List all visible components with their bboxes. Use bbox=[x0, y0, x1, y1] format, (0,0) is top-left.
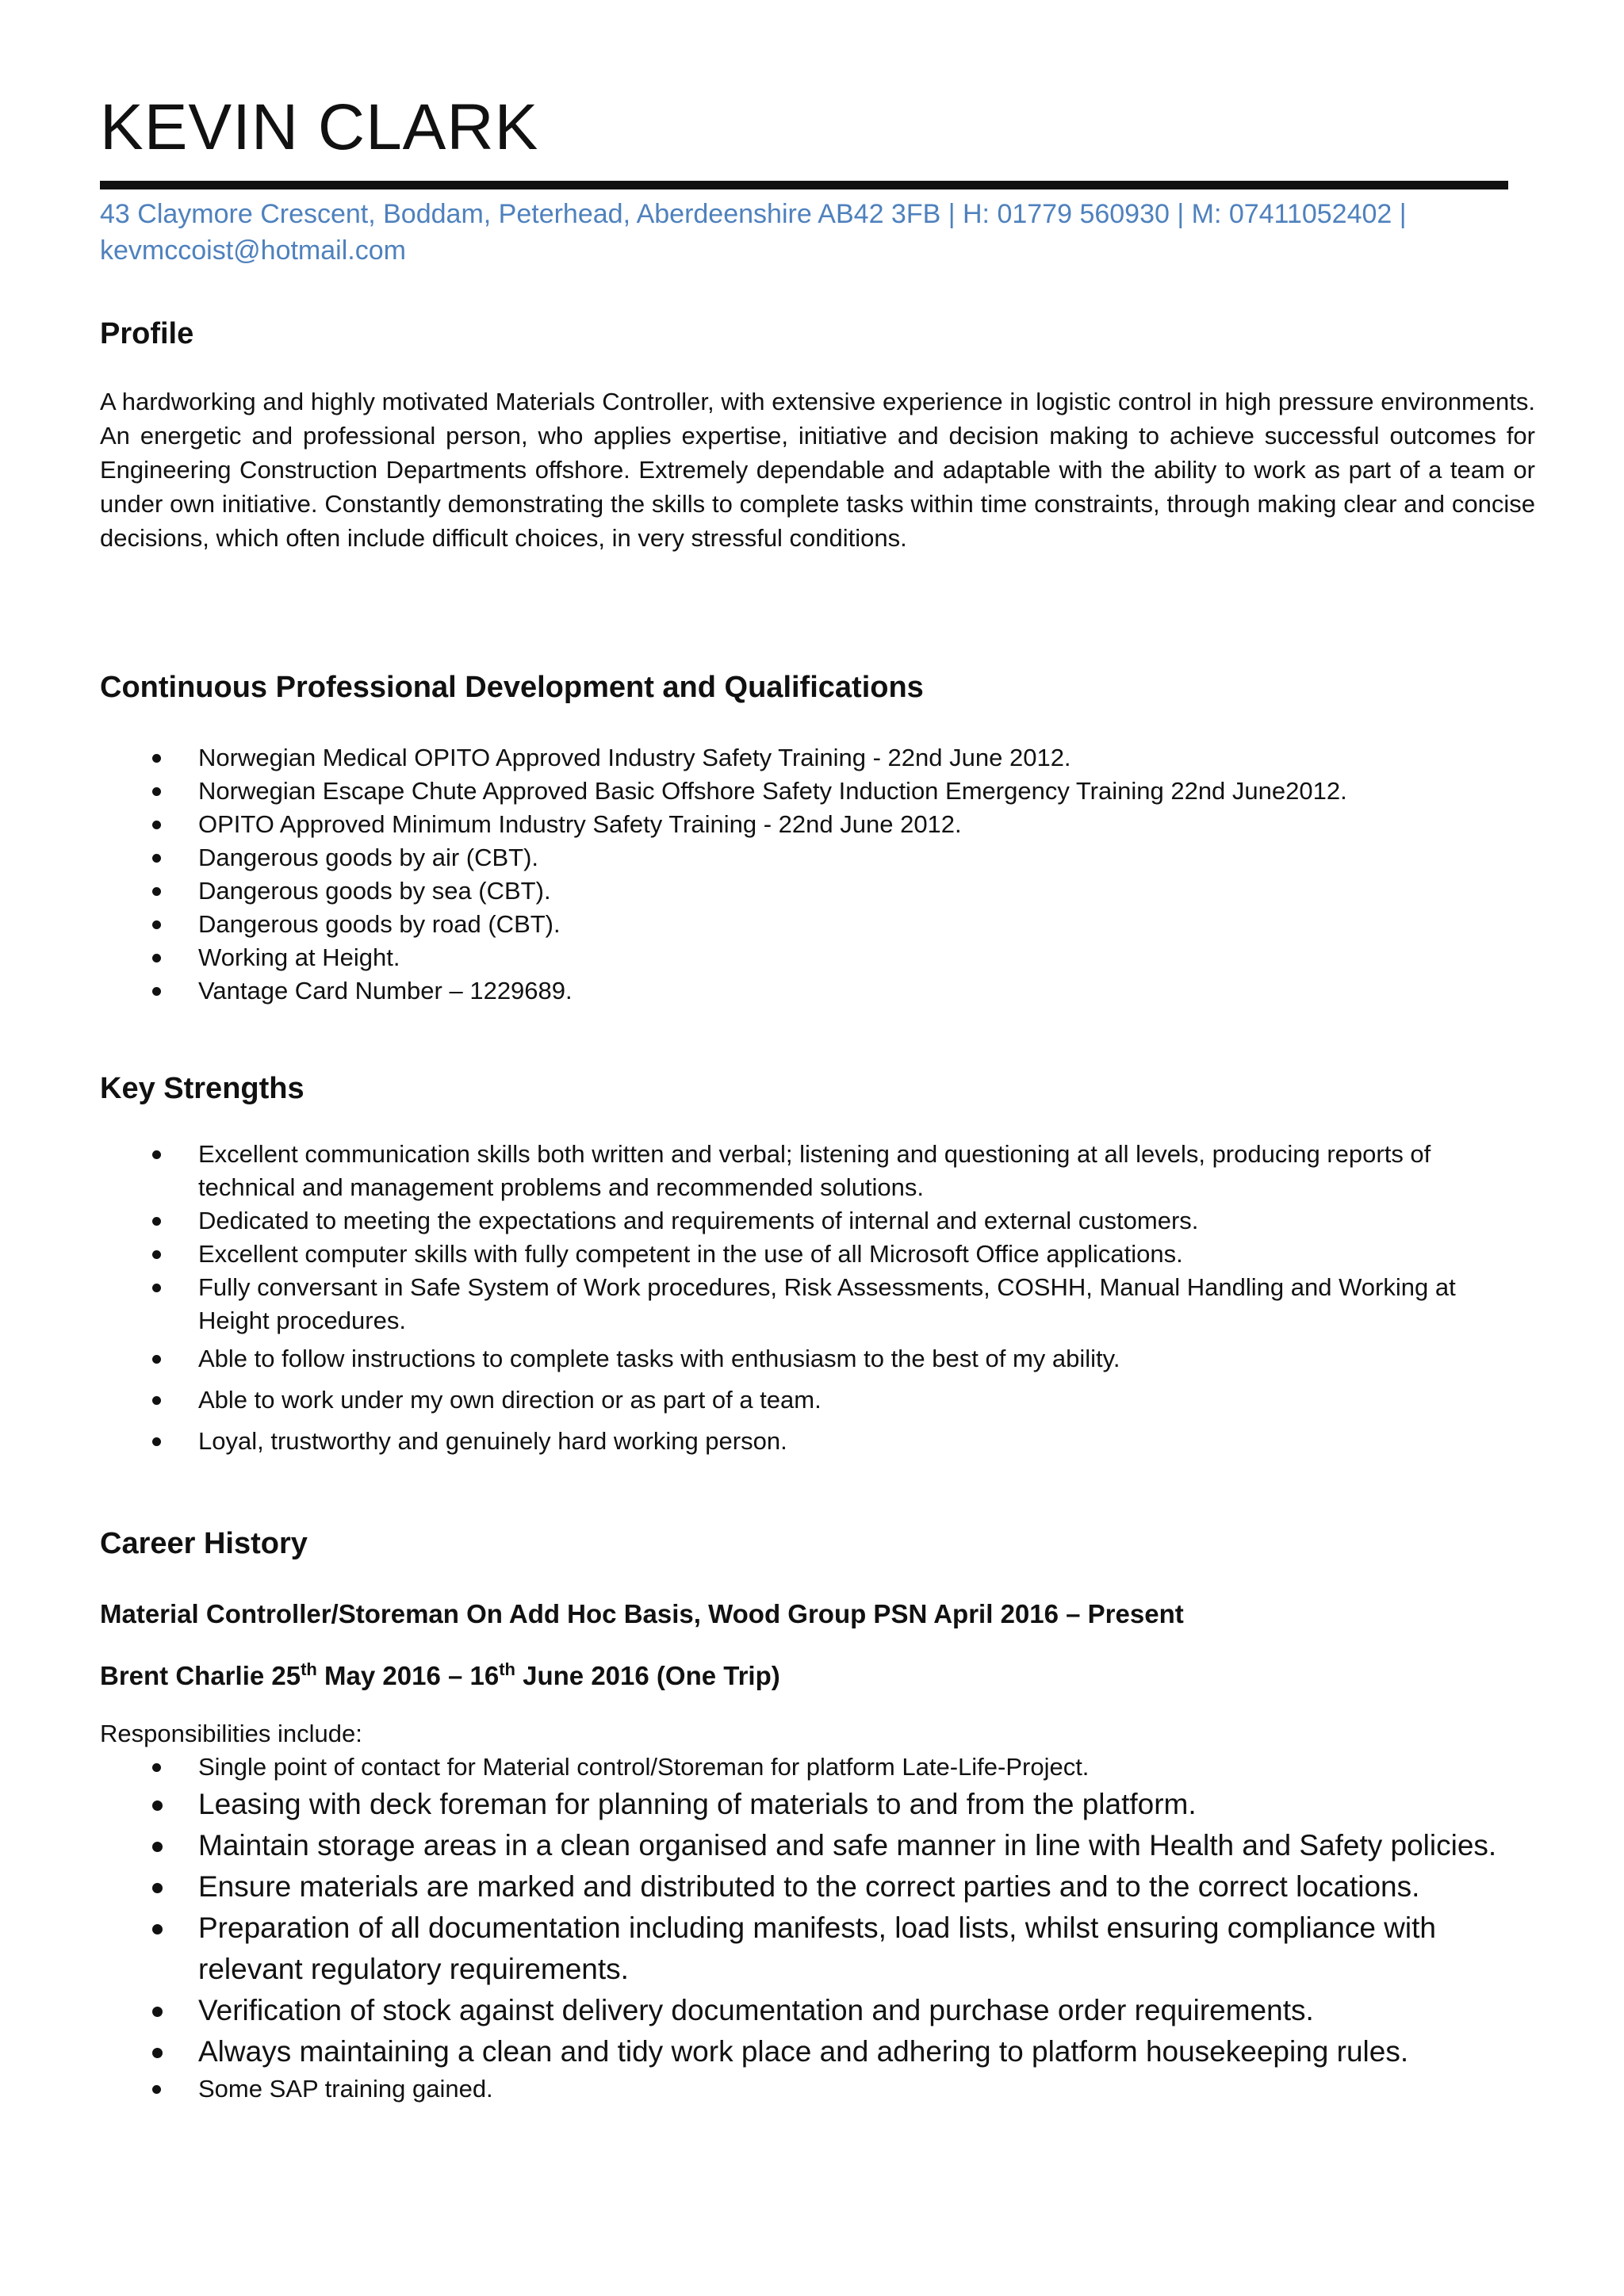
list-item: Able to follow instructions to complete tasks with enthusiasm to the best of my ability. bbox=[100, 1342, 1480, 1376]
list-item: Always maintaining a clean and tidy work place and adhering to platform housekeeping rules. bbox=[100, 2031, 1535, 2072]
list-item: Maintain storage areas in a clean organised and safe manner in line with Health and Safety policies. bbox=[100, 1825, 1535, 1866]
list-item: Dangerous goods by sea (CBT). bbox=[100, 874, 1535, 908]
bullet-icon bbox=[152, 1763, 161, 1772]
list-item: Ensure materials are marked and distributed to the correct parties and to the correct locations. bbox=[100, 1866, 1535, 1908]
cpd-section bbox=[100, 671, 1535, 1008]
cv-header bbox=[100, 91, 1508, 269]
bullet-icon bbox=[152, 1437, 161, 1446]
section-title: Profile bbox=[100, 317, 194, 350]
bullet-icon bbox=[152, 1150, 161, 1159]
bullet-icon bbox=[152, 854, 161, 863]
profile-section bbox=[100, 317, 1535, 555]
bullet-icon bbox=[152, 1883, 163, 1893]
bullet-icon bbox=[152, 1284, 161, 1292]
contact-line: 43 Claymore Crescent, Boddam, Peterhead, Aberdeenshire AB42 3FB | H: 01779 560930 | M: 07411052402 | bbox=[100, 199, 1407, 229]
list-item: Dangerous goods by air (CBT). bbox=[100, 841, 1535, 874]
list-item: Leasing with deck foreman for planning of materials to and from the platform. bbox=[100, 1784, 1535, 1825]
profile-text: A hardworking and highly motivated Materials Controller, with extensive experience in logistic control in high pressure environments. An energetic and professional person, who applies expertise, initiative and decision making to achieve successful outcomes for Engineering Construction Departments offshore. Extremely dependable and adaptable with the ability to work as part of a team or under own initiative. Constantly demonstrating the skills to complete tasks within time constraints, through making clear and concise decisions, which often include difficult choices, in very stressful conditions. bbox=[100, 388, 1535, 552]
list-item: Single point of contact for Material control/Storeman for platform Late-Life-Project. bbox=[100, 1751, 1535, 1784]
strengths-section bbox=[100, 1072, 1535, 1458]
list-item: Dedicated to meeting the expectations and requirements of internal and external customers. bbox=[100, 1204, 1480, 1238]
list-item: OPITO Approved Minimum Industry Safety Training - 22nd June 2012. bbox=[100, 808, 1535, 841]
list-item: Dangerous goods by road (CBT). bbox=[100, 908, 1535, 941]
list-item: Able to work under my own direction or as part of a team. bbox=[100, 1383, 1480, 1417]
bullet-icon bbox=[152, 2085, 161, 2094]
responsibilities-list-end bbox=[100, 2072, 1535, 2106]
section-title: Key Strengths bbox=[100, 1072, 304, 1105]
list-item: Excellent computer skills with fully competent in the use of all Microsoft Office applications. bbox=[100, 1238, 1480, 1271]
list-item: Fully conversant in Safe System of Work procedures, Risk Assessments, COSHH, Manual Handling and Working at Height procedures. bbox=[100, 1271, 1480, 1337]
bullet-icon bbox=[152, 787, 161, 796]
bullet-icon bbox=[152, 887, 161, 896]
list-item: Verification of stock against delivery documentation and purchase order requirements. bbox=[100, 1990, 1535, 2031]
list-item: Some SAP training gained. bbox=[100, 2072, 1535, 2106]
list-item: Loyal, trustworthy and genuinely hard working person. bbox=[100, 1425, 1480, 1458]
bullet-icon bbox=[152, 1250, 161, 1259]
responsibilities-list bbox=[100, 1751, 1535, 1784]
bullet-icon bbox=[152, 1355, 161, 1364]
section-title: Career History bbox=[100, 1527, 308, 1560]
candidate-name: KEVIN CLARK bbox=[100, 91, 539, 163]
list-item: Norwegian Escape Chute Approved Basic Offshore Safety Induction Emergency Training 22nd June2012. bbox=[100, 775, 1535, 808]
responsibilities-label: Responsibilities include: bbox=[100, 1720, 362, 1747]
job-title: Material Controller/Storeman On Add Hoc Basis, Wood Group PSN April 2016 – Present bbox=[100, 1599, 1184, 1628]
responsibilities-list-large bbox=[100, 1784, 1535, 2072]
strengths-list bbox=[100, 1138, 1480, 1458]
bullet-icon bbox=[152, 1217, 161, 1226]
list-item: Preparation of all documentation including manifests, load lists, whilst ensuring compliance with relevant regulatory requirements. bbox=[100, 1908, 1535, 1990]
list-item: Vantage Card Number – 1229689. bbox=[100, 974, 1535, 1008]
bullet-icon bbox=[152, 1924, 163, 1934]
list-item: Excellent communication skills both written and verbal; listening and questioning at all levels, producing reports of technical and management problems and recommended solutions. bbox=[100, 1138, 1480, 1204]
bullet-icon bbox=[152, 1800, 163, 1811]
bullet-icon bbox=[152, 2048, 163, 2058]
header-divider bbox=[100, 181, 1508, 189]
list-item: Working at Height. bbox=[100, 941, 1535, 974]
list-item: Norwegian Medical OPITO Approved Industry Safety Training - 22nd June 2012. bbox=[100, 741, 1535, 775]
bullet-icon bbox=[152, 987, 161, 996]
bullet-icon bbox=[152, 920, 161, 929]
bullet-icon bbox=[152, 821, 161, 829]
bullet-icon bbox=[152, 754, 161, 763]
bullet-icon bbox=[152, 2007, 163, 2017]
cpd-list bbox=[100, 741, 1535, 1008]
career-section bbox=[100, 1527, 1535, 2106]
section-title: Continuous Professional Development and Qualifications bbox=[100, 671, 924, 704]
bullet-icon bbox=[152, 954, 161, 962]
bullet-icon bbox=[152, 1842, 163, 1852]
trip-details: Brent Charlie 25th May 2016 – 16th June 2016 (One Trip) bbox=[100, 1659, 780, 1690]
bullet-icon bbox=[152, 1396, 161, 1405]
email-address: kevmccoist@hotmail.com bbox=[100, 235, 406, 266]
contact-details bbox=[100, 196, 1508, 269]
